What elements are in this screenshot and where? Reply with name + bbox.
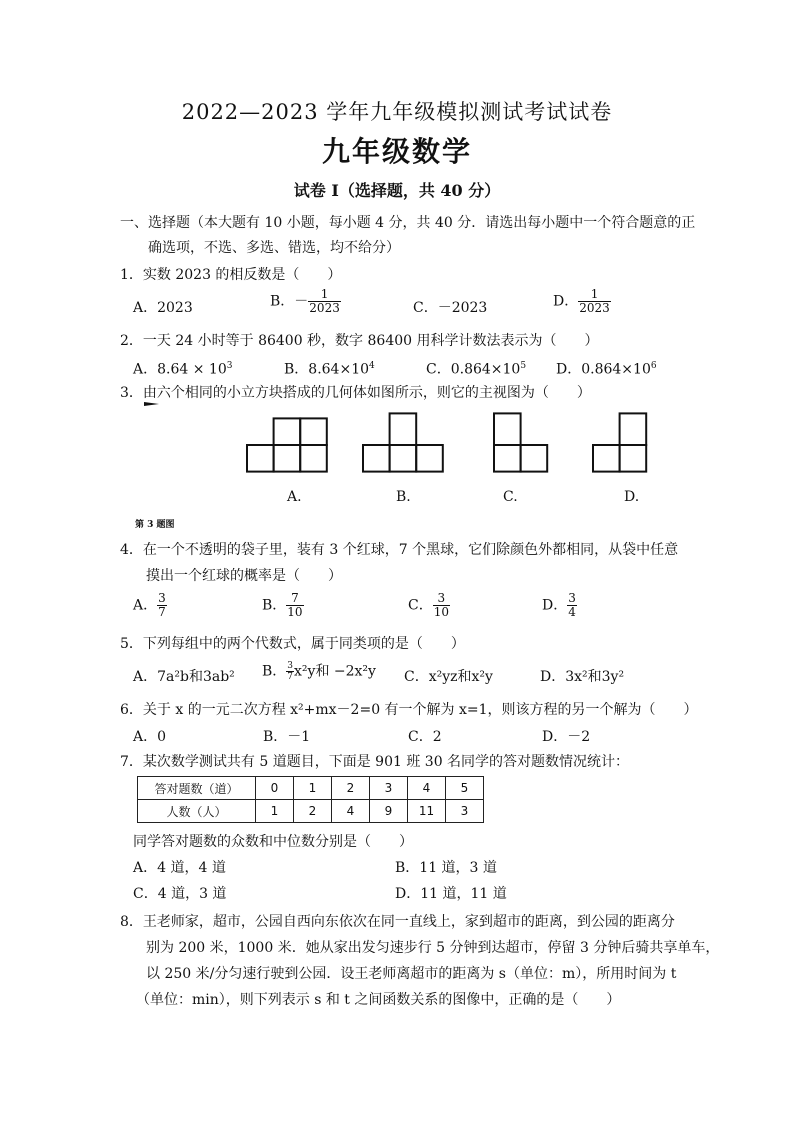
q8-line1: 8．王老师家，超市，公园自西向东依次在同一直线上，家到超市的距离，到公园的距离分 bbox=[120, 914, 675, 930]
q4-option-a: A． $\frac{3}{7}$ bbox=[133, 591, 166, 619]
q2-stem: 2．一天 24 小时等于 86400 秒，数字 86400 用科学计数法表示为（ ） bbox=[120, 333, 599, 349]
q2-option-c: C．$0.864\times 10^5$ bbox=[426, 361, 527, 378]
table-cell: 9 bbox=[370, 800, 408, 823]
q8-line2: 别为 200 米，1000 米．她从家出发匀速步行 5 分钟到达超市，停留 3 分钟后骑共享单车， bbox=[146, 940, 720, 956]
q6-option-d: D．－2 bbox=[542, 729, 591, 745]
table-cell: 3 bbox=[446, 800, 484, 823]
table-row bbox=[138, 777, 484, 800]
table-cell: 1 bbox=[294, 777, 332, 800]
q3-stem: 3．由六个相同的小立方块搭成的几何体如图所示，则它的主视图为（ ） bbox=[120, 385, 591, 401]
q7-option-b: B．11 道，3 道 bbox=[395, 860, 497, 876]
q2-option-d: D．$0.864\times 10^6$ bbox=[556, 361, 657, 378]
table-cell: 0 bbox=[256, 777, 294, 800]
q1-option-b: B．－ $\frac{1}{2023}$ bbox=[270, 287, 340, 315]
q3-figure-b bbox=[362, 412, 444, 473]
q7-option-d: D．11 道，11 道 bbox=[395, 886, 507, 902]
table-cell: 2 bbox=[294, 800, 332, 823]
q5-option-b: B． $\frac{3}{7}$ x²y和 −2x²y bbox=[262, 661, 376, 682]
q6-option-c: C．2 bbox=[408, 729, 442, 745]
q6-option-b: B．－1 bbox=[263, 729, 311, 745]
section-subtitle: 试卷 I（选择题，共 40 分） bbox=[293, 181, 501, 200]
q4-option-b: B． $\frac{7}{10}$ bbox=[262, 591, 303, 619]
q8-line3: 以 250 米/分匀速行驶到公园．设王老师离超市的距离为 s（单位：m），所用时间为 t bbox=[146, 966, 677, 982]
table-cell: 2 bbox=[332, 777, 370, 800]
q4-stem-line1: 4．在一个不透明的袋子里，装有 3 个红球，7 个黑球，它们除颜色外都相同，从袋中任意 bbox=[120, 542, 679, 558]
q6-option-a: A．0 bbox=[133, 729, 167, 745]
q3-label-c: C. bbox=[503, 489, 518, 505]
q8-line4: （单位：min），则下列表示 s 和 t 之间函数关系的图像中，正确的是（ ） bbox=[136, 992, 621, 1008]
q3-label-d: D. bbox=[624, 489, 640, 505]
table-cell: 4 bbox=[332, 800, 370, 823]
table-cell: 答对题数（道） bbox=[138, 777, 256, 800]
q7-stem: 7．某次数学测试共有 5 道题目，下面是 901 班 30 名同学的答对题数情况统计： bbox=[120, 754, 630, 770]
q4-option-c: C． $\frac{3}{10}$ bbox=[408, 591, 449, 619]
q3-figure-a bbox=[246, 417, 328, 473]
q3-figure-caption: 第 3 题图 bbox=[135, 520, 175, 530]
q1-option-a: A．2023 bbox=[133, 300, 193, 316]
q4-stem-line2: 摸出一个红球的概率是（ ） bbox=[146, 568, 342, 584]
table-cell: 5 bbox=[446, 777, 484, 800]
q2-option-a: A．$8.64 \times 10^3$ bbox=[133, 361, 233, 378]
q3-figure-c bbox=[493, 412, 549, 473]
q5-option-a: A．7a²b和3ab² bbox=[133, 669, 235, 685]
pointer-arrow-icon bbox=[144, 398, 164, 408]
q1-option-d: D． $\frac{1}{2023}$ bbox=[553, 287, 610, 315]
q7-option-c: C．4 道，3 道 bbox=[133, 886, 227, 902]
q1-option-c: C．－2023 bbox=[413, 300, 488, 316]
q3-label-a: A. bbox=[287, 489, 302, 505]
q1-stem: 1．实数 2023 的相反数是（ ） bbox=[120, 267, 342, 283]
q4-option-d: D． $\frac{3}{4}$ bbox=[542, 591, 576, 619]
q3-figure-d bbox=[592, 412, 648, 473]
section-instruction-line2: 确选项，不选、多选、错选，均不给分） bbox=[148, 240, 400, 256]
subject-title: 九年级数学 bbox=[321, 135, 472, 168]
section-instruction-line1: 一、选择题（本大题有 10 小题，每小题 4 分，共 40 分．请选出每小题中一个符合题意的正 bbox=[120, 215, 696, 231]
q3-label-b: B. bbox=[396, 489, 411, 505]
q5-option-c: C．x²yz和x²y bbox=[404, 669, 493, 685]
q2-option-b: B．$8.64\times 10^4$ bbox=[284, 361, 375, 378]
table-cell: 1 bbox=[256, 800, 294, 823]
table-cell: 3 bbox=[370, 777, 408, 800]
q7-stats-table bbox=[137, 776, 484, 823]
q6-stem: 6．关于 x 的一元二次方程 x²+mx－2=0 有一个解为 x=1，则该方程的另一个解为（ ） bbox=[120, 702, 698, 718]
table-cell: 11 bbox=[408, 800, 446, 823]
table-row bbox=[138, 800, 484, 823]
q5-stem: 5．下列每组中的两个代数式，属于同类项的是（ ） bbox=[120, 636, 465, 652]
q7-question: 同学答对题数的众数和中位数分别是（ ） bbox=[133, 834, 413, 850]
table-cell: 4 bbox=[408, 777, 446, 800]
exam-title: 2022—2023 学年九年级模拟测试考试试卷 bbox=[181, 100, 613, 124]
table-cell: 人数（人） bbox=[138, 800, 256, 823]
q7-option-a: A．4 道，4 道 bbox=[133, 860, 226, 876]
q5-option-d: D．3x²和3y² bbox=[540, 669, 625, 685]
